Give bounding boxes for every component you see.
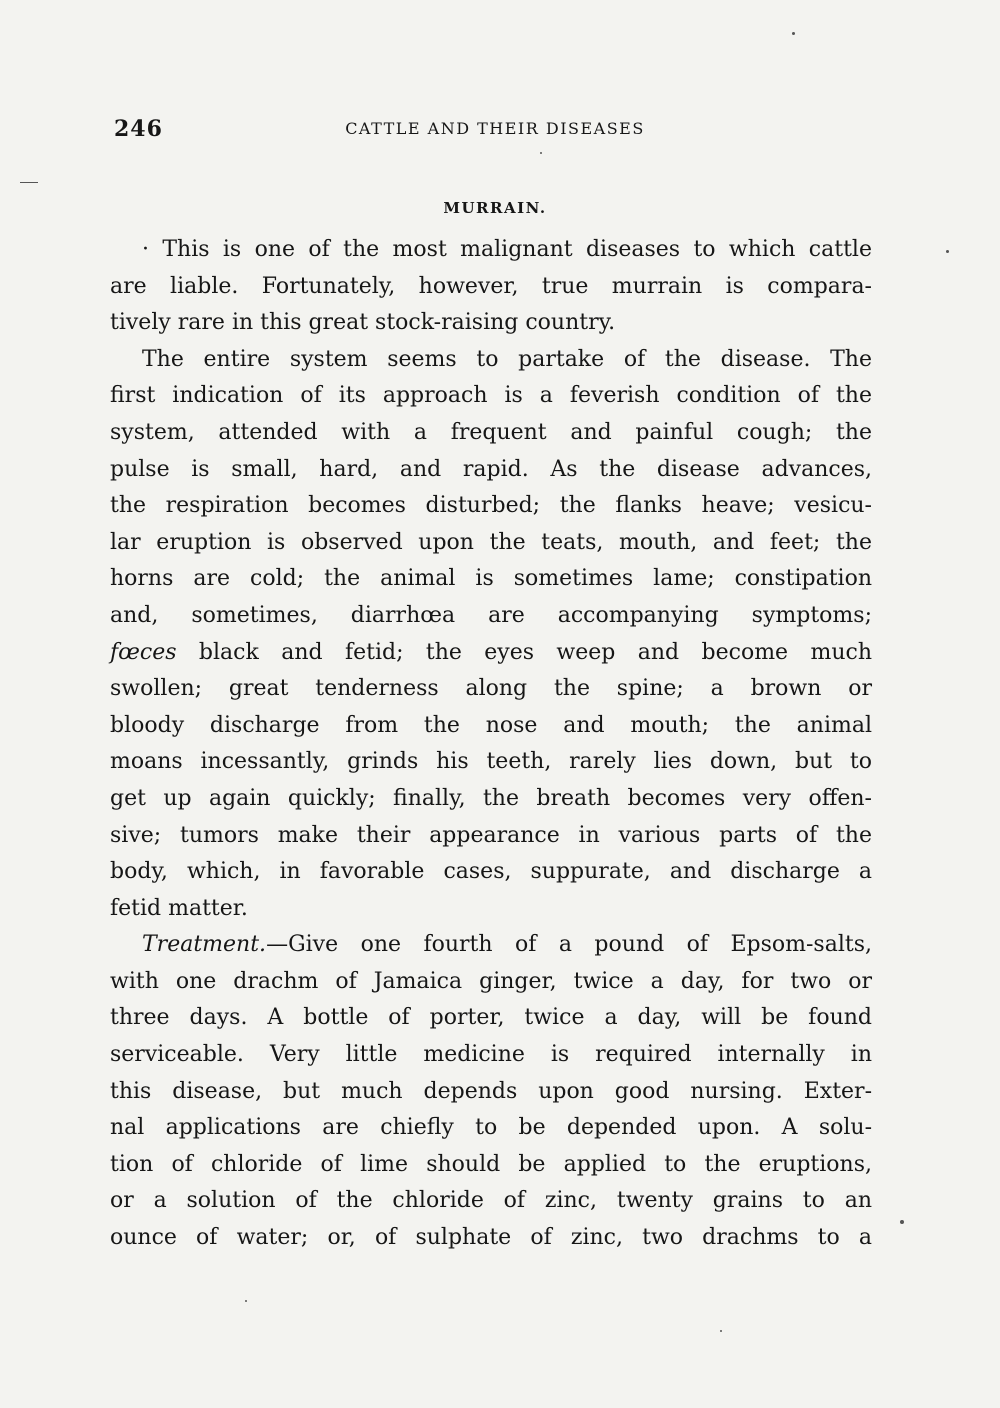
- text-line-with-italic: [110, 635, 872, 672]
- scan-speck: [946, 250, 949, 253]
- line-remainder: black and fetid; the eyes weep and become much: [198, 639, 872, 665]
- text-line: body, which, in favorable cases, suppurate, and discharge a: [110, 859, 872, 885]
- text-line: The entire system seems to partake of the disease. The: [142, 346, 872, 372]
- section-title: MURRAIN.: [443, 199, 547, 217]
- text-line: get up again quickly; finally, the breath becomes very offen-: [110, 785, 872, 811]
- text-line: and, sometimes, diarrhœa are accompanying symptoms;: [110, 602, 872, 628]
- text-line: first indication of its approach is a feverish condition of the: [110, 383, 872, 409]
- text-line: tion of chloride of lime should be applied to the eruptions,: [110, 1151, 872, 1177]
- text-line: the respiration becomes disturbed; the flanks heave; vesicu-: [110, 493, 872, 519]
- text-line: are liable. Fortunately, however, true murrain is compara-: [110, 273, 872, 299]
- line-remainder: —Give one fourth of a pound of Epsom-salts,: [266, 932, 872, 958]
- text-line: pulse is small, hard, and rapid. As the disease advances,: [110, 456, 872, 482]
- page-number: 246: [114, 116, 163, 142]
- body-text: [110, 232, 872, 1257]
- scan-speck: [20, 182, 38, 183]
- text-line: lar eruption is observed upon the teats, mouth, and feet; the: [110, 529, 872, 555]
- text-line: serviceable. Very little medicine is required internally in: [110, 1042, 872, 1068]
- text-line: or a solution of the chloride of zinc, twenty grains to an: [110, 1188, 872, 1214]
- text-line: swollen; great tenderness along the spine; a brown or: [110, 676, 872, 702]
- text-line: bloody discharge from the nose and mouth; the animal: [110, 712, 872, 738]
- text-line: ounce of water; or, of sulphate of zinc, two drachms to a: [110, 1225, 872, 1251]
- page-header: [110, 116, 880, 146]
- scan-speck: [540, 152, 542, 154]
- text-line: sive; tumors make their appearance in various parts of the: [110, 822, 872, 848]
- running-head: CATTLE AND THEIR DISEASES: [345, 119, 645, 138]
- text-line-with-italic: [110, 927, 872, 964]
- text-line: moans incessantly, grinds his teeth, rarely lies down, but to: [110, 749, 872, 775]
- text-line: horns are cold; the animal is sometimes lame; constipation: [110, 566, 872, 592]
- scan-speck: [900, 1220, 904, 1224]
- text-line: this disease, but much depends upon good nursing. Exter-: [110, 1078, 872, 1104]
- text-line: · This is one of the most malignant diseases to which cattle: [142, 237, 872, 262]
- scan-speck: [245, 1300, 247, 1302]
- treatment-heading: Treatment.: [142, 932, 267, 958]
- scan-speck: [720, 1330, 722, 1332]
- text-line: tively rare in this great stock-raising country.: [110, 310, 616, 336]
- italic-word: fœces: [110, 639, 177, 665]
- text-line: with one drachm of Jamaica ginger, twice a day, for two or: [110, 968, 872, 994]
- text-line: fetid matter.: [110, 895, 248, 921]
- text-line: three days. A bottle of porter, twice a day, will be found: [110, 1005, 872, 1031]
- scan-speck: [792, 32, 795, 35]
- text-line: nal applications are chiefly to be depended upon. A solu-: [110, 1115, 872, 1141]
- text-line: system, attended with a frequent and painful cough; the: [110, 419, 872, 445]
